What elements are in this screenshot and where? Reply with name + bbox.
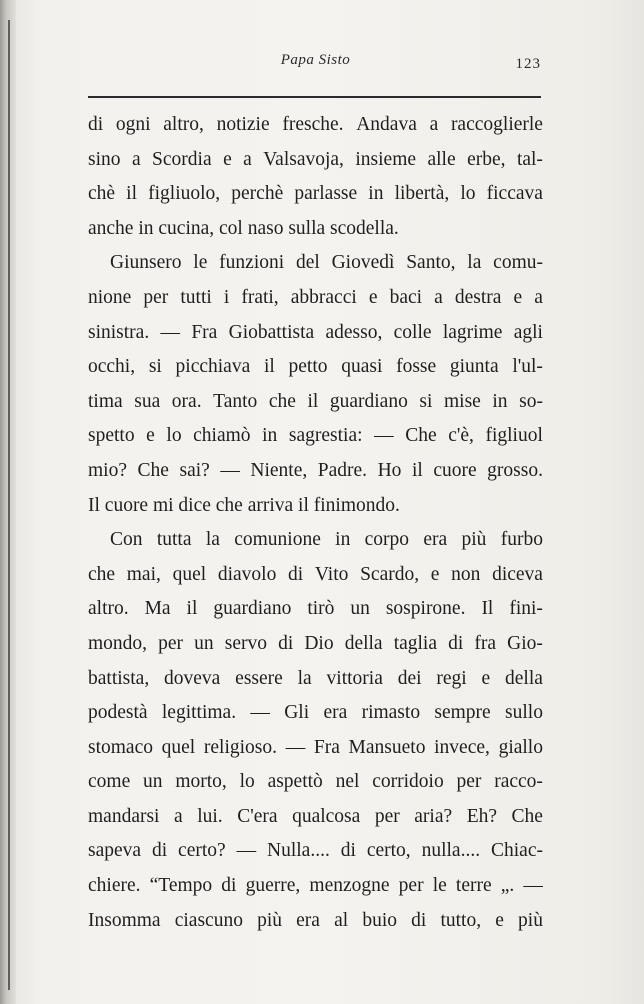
text-line: che mai, quel diavolo di Vito Scardo, e non diceva — [88, 563, 543, 585]
text-line: di ogni altro, notizie fresche. Andava a raccoglierle — [88, 114, 543, 135]
text-line: Insomma ciascuno più era al buio di tutto, e più — [88, 909, 543, 931]
text-line: occhi, si picchiava il petto quasi fosse giunta l'ul- — [88, 356, 543, 378]
page-number: 123 — [515, 56, 541, 72]
text-line: altro. Ma il guardiano tirò un sospirone. Il fini- — [88, 598, 543, 620]
text-line: battista, doveva essere la vittoria dei regi e della — [88, 667, 543, 689]
text-line: chiere. “Tempo di guerre, menzogne per le terre „. — — [88, 875, 543, 897]
text-line: stomaco quel religioso. — Fra Mansueto invece, giallo — [88, 736, 543, 758]
text-line: sapeva di certo? — Nulla.... di certo, nulla.... Chiac- — [88, 840, 543, 862]
binding-line — [8, 20, 10, 990]
text-line: Giunsero le funzioni del Giovedì Santo, la comu- — [110, 252, 543, 274]
text-line: sinistra. — Fra Giobattista adesso, colle lagrime agli — [88, 321, 543, 343]
text-line: spetto e lo chiamò in sagrestia: — Che c'è, figliuol — [88, 425, 543, 447]
body-text — [88, 108, 543, 938]
text-line: come un morto, lo aspettò nel corridoio per racco- — [88, 771, 543, 793]
text-line: tima sua ora. Tanto che il guardiano si mise in so- — [88, 390, 543, 412]
page-header — [88, 52, 543, 76]
text-line: podestà legittima. — Gli era rimasto sempre sullo — [88, 702, 543, 724]
text-line: nione per tutti i frati, abbracci e baci a destra e a — [88, 286, 543, 308]
running-title: Papa Sisto — [280, 52, 351, 68]
header-rule — [88, 96, 541, 98]
text-line: anche in cucina, col naso sulla scodella. — [88, 217, 399, 239]
text-line: mio? Che sai? — Niente, Padre. Ho il cuore grosso. — [88, 459, 543, 481]
text-line: mandarsi a lui. C'era qualcosa per aria? Eh? Che — [88, 805, 543, 827]
text-line: Il cuore mi dice che arriva il finimondo. — [88, 494, 400, 516]
text-line: mondo, per un servo di Dio della taglia di fra Gio- — [88, 632, 543, 654]
text-line: Con tutta la comunione in corpo era più furbo — [110, 529, 543, 551]
text-line: chè il figliuolo, perchè parlasse in libertà, lo ficcava — [88, 183, 543, 205]
text-line: sino a Scordia e a Valsavoja, insieme alle erbe, tal- — [88, 148, 543, 170]
